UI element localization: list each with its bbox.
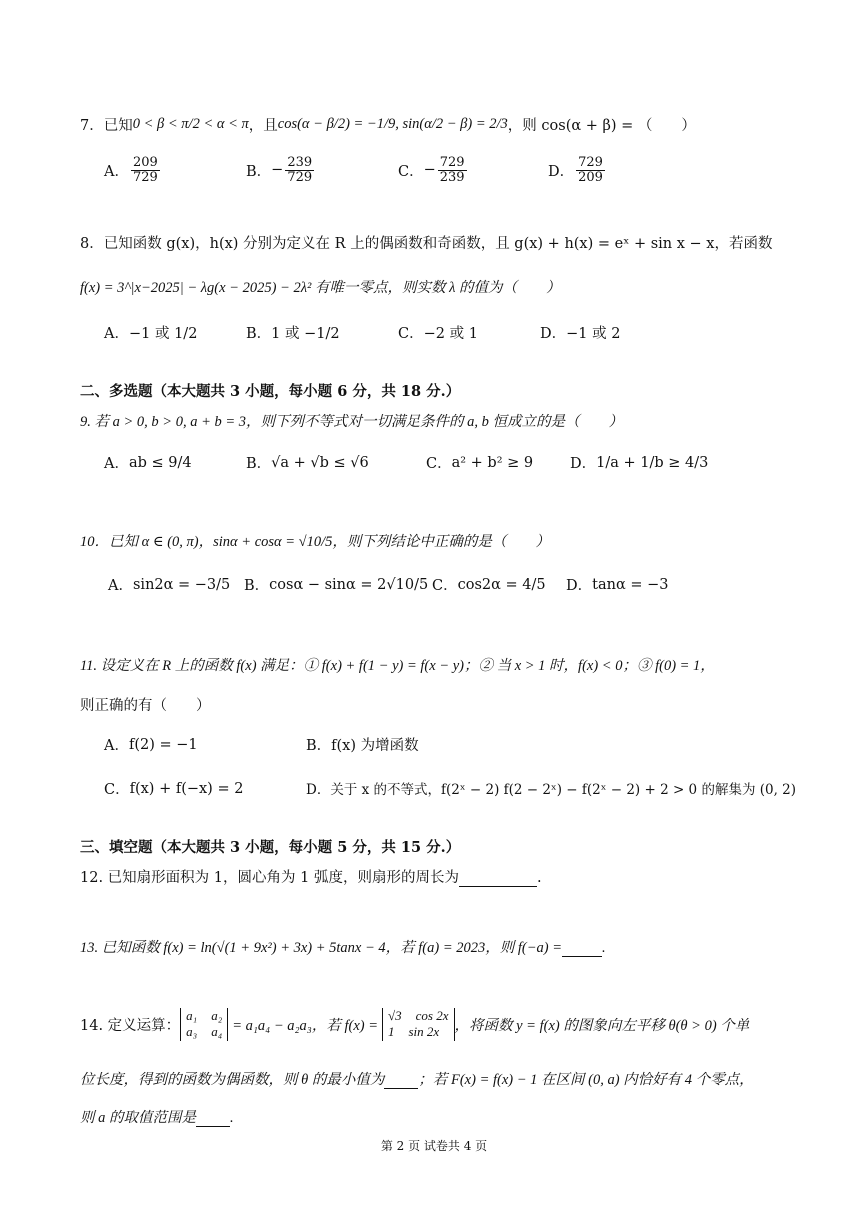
q14-answer-blank-1[interactable] xyxy=(384,1074,418,1089)
fraction: $\frac{729}{239}$ xyxy=(439,155,465,185)
q7-mid: ，且 xyxy=(248,118,278,134)
q14-stem-line1: 14. 定义运算： a₁ a₂ a₃ a₄ = a₁a₄ − a₂a₃，若 f(x) = √3 cos 2x 1 sin 2x ，将函数 y = f(x) 的图象向左平移 θ(θ > 0) 个单 xyxy=(80,1008,750,1040)
q13-answer-blank[interactable] xyxy=(562,942,602,957)
q8-stem-line2: f(x) = 3^|x−2025| − λg(x − 2025) − 2λ² 有唯一零点，则实数 λ 的值为（ ） xyxy=(80,280,561,296)
q14-determinant-f: √3 cos 2x 1 sin 2x xyxy=(382,1008,455,1041)
q13-stem: 13. 已知函数 f(x) = ln(√(1 + 9x²) + 3x) + 5tanx − 4，若 f(a) = 2023，则 f(−a) = . xyxy=(80,940,606,956)
q12-stem: 12. 已知扇形面积为 1，圆心角为 1 弧度，则扇形的周长为 . xyxy=(80,870,542,886)
q11-option-a[interactable]: A． f(2) = −1 xyxy=(104,736,198,754)
q10-option-b[interactable]: B． cosα − sinα = 2√10/5 xyxy=(244,576,429,594)
q8-option-a[interactable]: A． −1 或 1/2 xyxy=(104,326,198,342)
q11-stem: 11. 设定义在 R 上的函数 f(x) 满足：① f(x) + f(1 − y) = f(x − y)；② 当 x > 1 时，f(x) < 0；③ f(0) = 1， xyxy=(80,658,715,674)
q8-option-c[interactable]: C． −2 或 1 xyxy=(398,326,478,342)
q11-option-d[interactable]: D． 关于 x 的不等式，f(2ˣ − 2) f(2 − 2ˣ) − f(2ˣ − 2) + 2 > 0 的解集为 (0, 2) xyxy=(306,782,797,798)
fraction: $\frac{729}{209}$ xyxy=(578,155,603,185)
q11-stem-line2: 则正确的有（ ） xyxy=(80,698,211,714)
q7-condition: 0 < β < π/2 < α < π xyxy=(132,116,249,132)
q7-option-a[interactable]: A． $\frac{209}{729}$ xyxy=(104,155,158,185)
q7-number: 7． xyxy=(80,118,104,134)
q7-option-c[interactable]: C． − $\frac{729}{239}$ xyxy=(398,155,465,185)
q14-answer-blank-2[interactable] xyxy=(196,1112,230,1127)
q7-equation: cos(α − β/2) = −1/9, sin(α/2 − β) = 2/3 xyxy=(277,116,508,132)
q8-option-b[interactable]: B． 1 或 −1/2 xyxy=(246,326,340,342)
q8-option-d[interactable]: D． −1 或 2 xyxy=(540,326,621,342)
q11-option-c[interactable]: C． f(x) + f(−x) = 2 xyxy=(104,780,244,798)
q7-option-b[interactable]: B． − $\frac{239}{729}$ xyxy=(246,155,313,185)
q14-stem-line3: 则 a 的取值范围是 . xyxy=(80,1110,234,1126)
q7-stem-pre: 已知 xyxy=(103,118,133,134)
q9-option-c[interactable]: C． a² + b² ≥ 9 xyxy=(426,454,534,472)
q12-answer-blank[interactable] xyxy=(459,872,537,887)
fraction: $\frac{239}{729}$ xyxy=(287,155,313,185)
q8-number: 8． xyxy=(80,236,104,252)
q9-stem: 9. 若 a > 0, b > 0, a + b = 3，则下列不等式对一切满足条件的 a, b 恒成立的是（ ） xyxy=(80,414,624,430)
q7-stem xyxy=(80,114,696,135)
q10-stem: 10．已知 α ∈ (0, π)，sinα + cosα = √10/5，则下列结论中正确的是（ ） xyxy=(80,534,550,550)
q7-option-d[interactable]: D． $\frac{729}{209}$ xyxy=(548,155,603,185)
page-footer: 第 2 页 试卷共 4 页 xyxy=(380,1139,488,1153)
q10-option-c[interactable]: C． cos2α = 4/5 xyxy=(432,576,546,594)
q10-option-a[interactable]: A． sin2α = −3/5 xyxy=(108,576,231,594)
q14-determinant-definition: a₁ a₂ a₃ a₄ xyxy=(180,1008,228,1041)
q7-post: ，则 cos(α + β) = （ ） xyxy=(507,118,696,134)
q9-option-a[interactable]: A． ab ≤ 9/4 xyxy=(104,454,192,472)
section-3-heading: 三、填空题（本大题共 3 小题，每小题 5 分，共 15 分.） xyxy=(80,839,461,856)
q9-option-b[interactable]: B． √a + √b ≤ √6 xyxy=(246,454,369,472)
q14-stem-line2: 位长度，得到的函数为偶函数，则 θ 的最小值为 ；若 F(x) = f(x) − 1 在区间 (0, a) 内恰好有 4 个零点， xyxy=(80,1072,754,1088)
q8-stem-line1: 8．已知函数 g(x)，h(x) 分别为定义在 R 上的偶函数和奇函数，且 g(x) + h(x) = eˣ + sin x − x，若函数 xyxy=(80,236,773,252)
q9-option-d[interactable]: D． 1/a + 1/b ≥ 4/3 xyxy=(570,454,709,472)
q10-option-d[interactable]: D． tanα = −3 xyxy=(566,576,669,594)
q11-option-b[interactable]: B． f(x) 为增函数 xyxy=(306,738,419,754)
section-2-heading: 二、多选题（本大题共 3 小题，每小题 6 分，共 18 分.） xyxy=(80,383,461,400)
fraction: $\frac{209}{729}$ xyxy=(132,155,158,185)
